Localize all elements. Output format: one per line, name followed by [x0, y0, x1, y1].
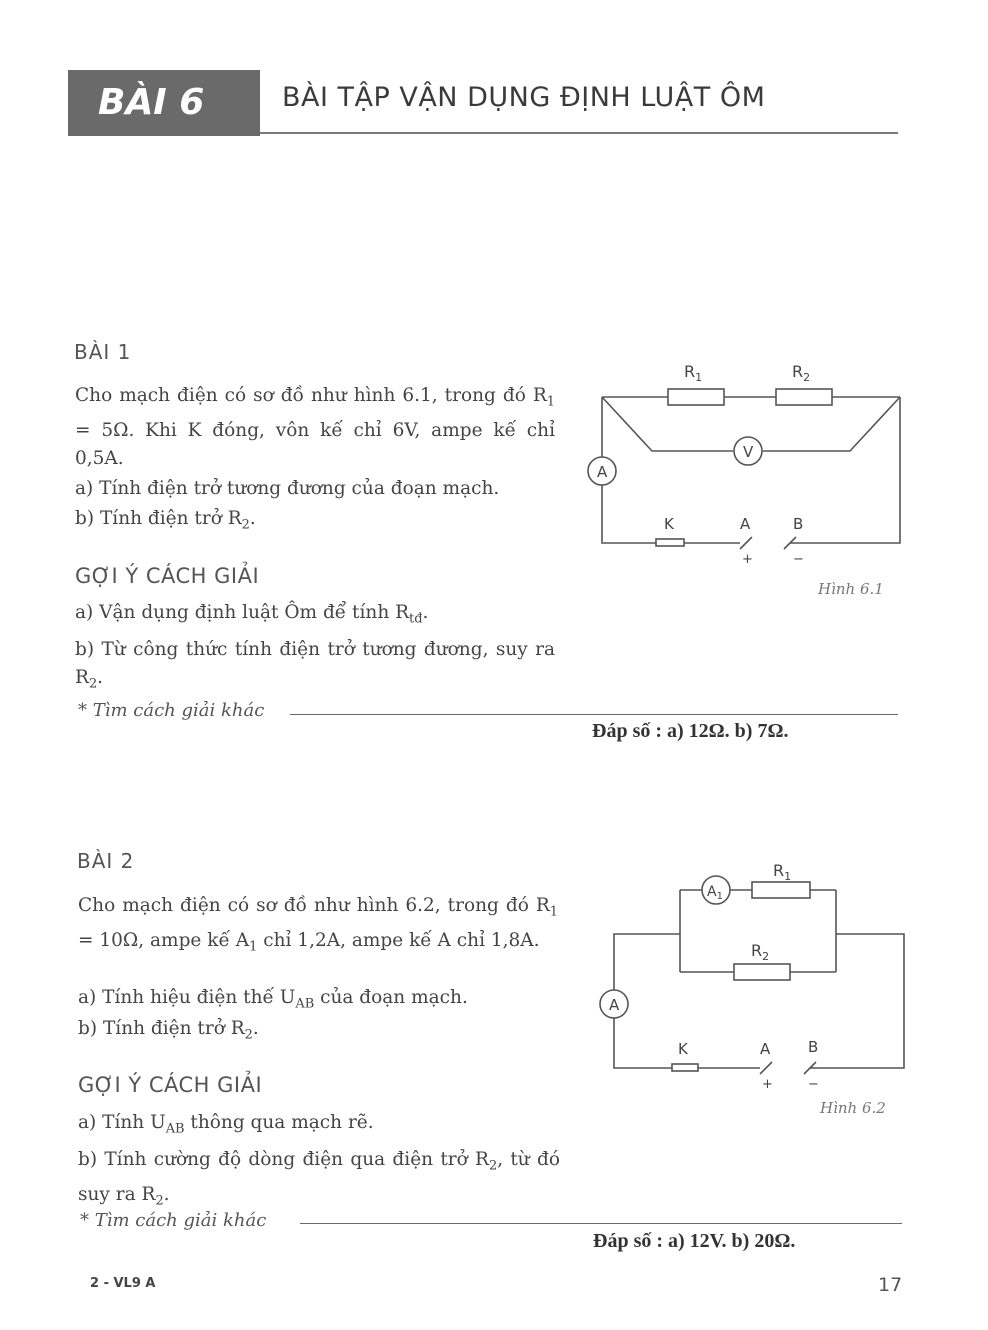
ammeter-label: A [609, 996, 620, 1014]
header-divider [260, 132, 898, 134]
problem-1-alternative-prompt: * Tìm cách giải khác [78, 700, 265, 721]
footer-book-code: 2 - VL9 A [90, 1276, 156, 1291]
plus-sign: + [742, 552, 753, 567]
minus-sign: − [793, 552, 804, 567]
r1-label: $R_1$ [773, 861, 792, 883]
circuit-diagram-6-1 [580, 355, 910, 605]
wire-right [790, 397, 900, 543]
switch-k [672, 1064, 698, 1071]
problem-2-statement: Cho mạch điện có sơ đồ như hình 6.2, trong đó $R_1 = 10\Omega$, ampe kế $A_1$ chỉ 1,2A, ampe kế A chỉ 1,8A. [78, 895, 558, 955]
minus-sign: − [808, 1077, 819, 1092]
problem-2-question-b: b) Tính điện trở $R_2$. [78, 1018, 259, 1043]
page-number: 17 [878, 1274, 903, 1296]
terminal-a-label: A [760, 1040, 771, 1058]
resistor-r2 [734, 964, 790, 980]
problem-1-question-b: b) Tính điện trở $R_2$. [75, 508, 256, 533]
problem-2-answer: Đáp số : a) 12V. b) 20Ω. [593, 1230, 796, 1252]
figure-6-1-caption: Hình 6.1 [818, 580, 884, 598]
wire-left-lower [614, 1018, 672, 1068]
problem-2-alternative-prompt: * Tìm cách giải khác [80, 1210, 267, 1231]
switch-label: K [664, 515, 674, 533]
terminal-a-label: A [740, 515, 751, 533]
voltmeter-label: V [743, 443, 754, 461]
problem-1-statement: Cho mạch điện có sơ đồ như hình 6.1, trong đó $R_1 = 5\Omega$. Khi K đóng, vôn kế chỉ 6V, ampe kế chỉ 0,5A. [75, 385, 555, 469]
problem-2-answer-line [300, 1223, 902, 1224]
problem-2-hint-heading: GỢI Ý CÁCH GIẢI [78, 1073, 263, 1097]
ammeter-a1-label: $A_1$ [707, 884, 723, 902]
r2-label: $R_2$ [751, 941, 770, 963]
problem-1-answer-line [290, 714, 898, 715]
lesson-badge: BÀI 6 [68, 70, 260, 136]
terminal-a-mark [740, 537, 752, 549]
r2-label: $R_2$ [792, 362, 811, 384]
terminal-b-label: B [793, 515, 804, 533]
circuit-diagram-6-2 [592, 850, 922, 1110]
wire-right [810, 934, 904, 1068]
problem-2-hint-b: b) Tính cường độ dòng điện qua điện trở $R_2$, từ đó suy ra $R_2$. [78, 1149, 560, 1209]
problem-2-hint-a: a) Tính $U_{AB}$ thông qua mạch rẽ. [78, 1112, 374, 1137]
problem-1-label: BÀI 1 [74, 340, 132, 364]
problem-2-label: BÀI 2 [77, 849, 135, 873]
resistor-r1 [752, 882, 810, 898]
switch-label: K [678, 1040, 688, 1058]
problem-1-hint-b: b) Từ công thức tính điện trở tương đương, suy ra $R_2$. [75, 639, 555, 692]
plus-sign: + [762, 1077, 773, 1092]
resistor-r2 [776, 389, 832, 405]
terminal-a-mark [760, 1062, 772, 1074]
resistor-r1 [668, 389, 724, 405]
figure-6-2-caption: Hình 6.2 [820, 1099, 886, 1117]
wire-left-upper [614, 934, 680, 990]
lesson-title: BÀI TẬP VẬN DỤNG ĐỊNH LUẬT ÔM [282, 82, 766, 113]
ammeter-label: A [597, 463, 608, 481]
problem-2-question-a: a) Tính hiệu điện thế $U_{AB}$ của đoạn mạch. [78, 987, 468, 1012]
r1-label: $R_1$ [684, 362, 703, 384]
terminal-b-label: B [808, 1038, 819, 1056]
problem-1-question-a: a) Tính điện trở tương đương của đoạn mạch. [75, 478, 500, 499]
problem-1-answer: Đáp số : a) 12Ω. b) 7Ω. [592, 720, 789, 742]
problem-1-hint-heading: GỢI Ý CÁCH GIẢI [75, 564, 260, 588]
wire-left-lower [602, 485, 656, 543]
problem-1-hint-a: a) Vận dụng định luật Ôm để tính $R_{tđ}$. [75, 602, 429, 627]
switch-k [656, 539, 684, 546]
